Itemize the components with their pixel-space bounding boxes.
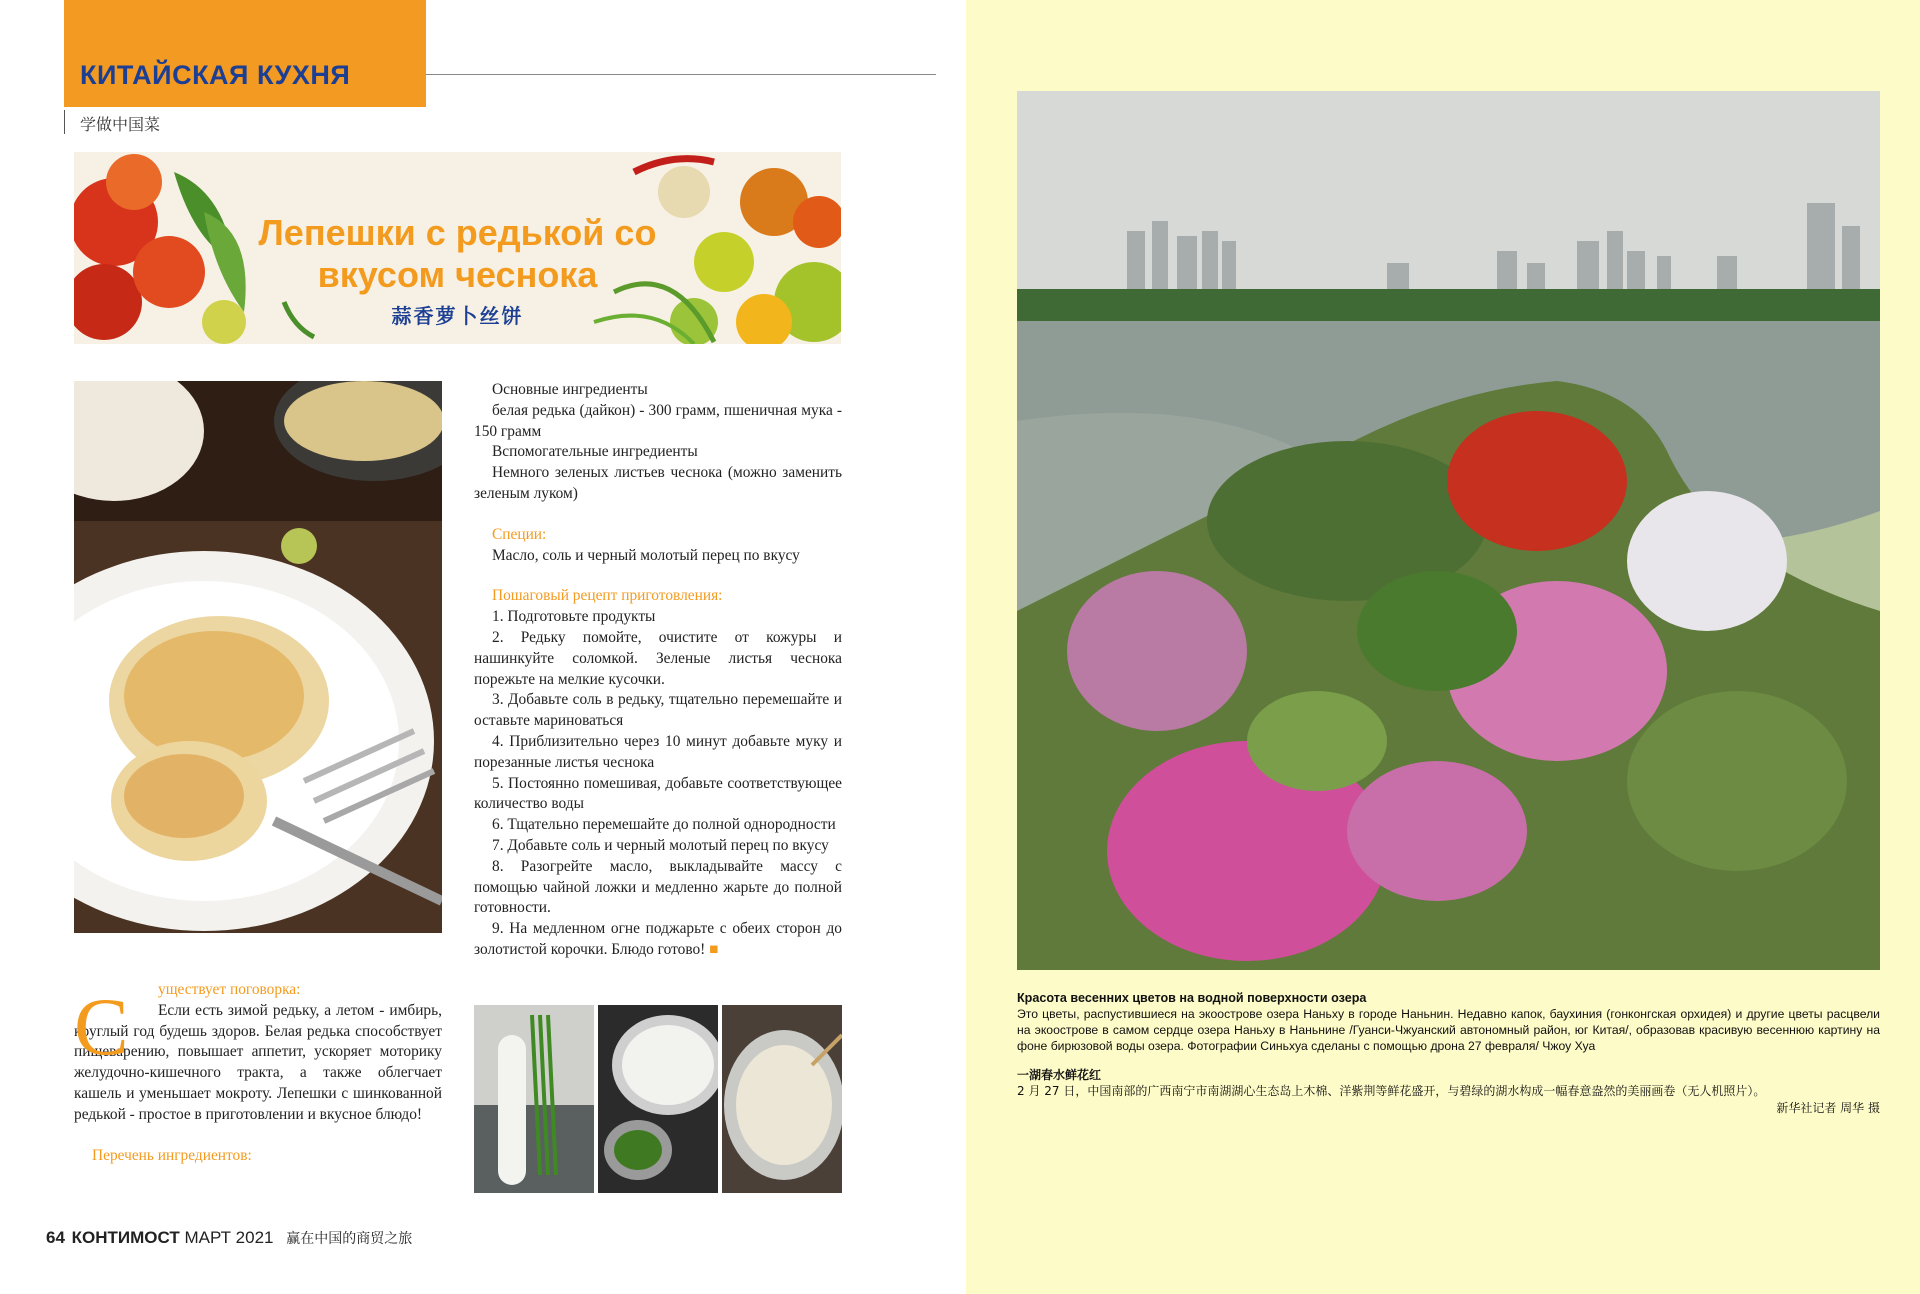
section-title: КИТАЙСКАЯ КУХНЯ bbox=[80, 60, 351, 90]
recipe-step: 7. Добавьте соль и черный молотый перец по вкусу bbox=[492, 836, 829, 854]
recipe-step: 3. Добавьте соль в редьку, тщательно перемешайте и оставьте мариноваться bbox=[474, 691, 842, 730]
dropcap: С bbox=[74, 981, 129, 1072]
caption-text-chinese: 2 月 27 日，中国南部的广西南宁市南湖湖心生态岛上木棉、洋紫荆等鲜花盛开，与碧绿的湖水构成一幅春意盎然的美丽画卷（无人机照片）。 bbox=[1017, 1083, 1766, 1098]
recipe-title-chinese: 蒜香萝卜丝饼 bbox=[391, 304, 524, 328]
caption-text: Это цветы, распустившиеся на экоострове озера Наньху в городе Наньнин. Недавно капок, баухиния (гонконгская орхидея) и другие цветы расцвели на экоострове в самом сердце озера Наньху в Наньнине /Гуанси-Чжуанский автономный район, юг Китая/, образовав красивую весеннюю картину на фоне бирюзовой воды озера. Фотографии Синьхуа сделаны с помощью дрона 27 февраля/ Чжоу Хуа bbox=[1017, 1007, 1880, 1054]
proverb-heading: уществует поговорка: bbox=[158, 981, 301, 998]
step-photo-radish bbox=[474, 1005, 594, 1193]
dish-photo bbox=[74, 381, 442, 933]
recipe-title-line1: Лепешки с редькой со bbox=[258, 212, 657, 253]
proverb-text: Если есть зимой редьку, а летом - имбирь, круглый год будешь здоров. Белая редька способствует пищеварению, повышает аппетит, ускоряет моторику желудочно-кишечного тракта, а также облегчает кашель и уменьшает мокроту. Лепешки с шинкованной редькой - простое в приготовлении и вкусное блюдо! bbox=[74, 1001, 442, 1123]
recipe-step-final bbox=[474, 919, 842, 961]
magazine-name: КОНТИМОСТ bbox=[71, 1228, 180, 1247]
recipe-title bbox=[74, 212, 841, 296]
end-mark: ■ bbox=[709, 940, 719, 958]
lake-flowers-photo bbox=[1017, 91, 1880, 970]
recipe-step-text: 9. На медленном огне поджарьте с обеих сторон до золотистой корочки. Блюдо готово! bbox=[474, 920, 842, 958]
recipe-step: 5. Постоянно помешивая, добавьте соответствующее количество воды bbox=[474, 774, 842, 813]
recipe-step: 8. Разогрейте масло, выкладывайте массу с помощью чайной ложки и медленно жарьте до полной готовности. bbox=[474, 857, 842, 917]
caption-title-chinese: 一湖春水鲜花红 bbox=[1017, 1067, 1102, 1082]
step-photo-shredded-radish bbox=[598, 1005, 718, 1193]
spices-heading: Специи: bbox=[492, 525, 547, 543]
aux-ingredients-heading: Вспомогательные ингредиенты bbox=[492, 443, 698, 461]
ingredients-list-heading: Перечень ингредиентов: bbox=[92, 1146, 252, 1164]
recipe-step: 6. Тщательно перемешайте до полной однородности bbox=[492, 816, 836, 834]
proverb-block bbox=[74, 980, 442, 1166]
recipe-column bbox=[474, 380, 842, 961]
step-photo-batter bbox=[722, 1005, 842, 1193]
main-ingredients-text: белая редька (дайкон) - 300 грамм, пшеничная мука - 150 грамм bbox=[474, 401, 842, 440]
footer bbox=[46, 1228, 412, 1248]
photo-caption bbox=[1017, 990, 1880, 1117]
aux-ingredients-text: Немного зеленых листьев чеснока (можно заменить зеленым луком) bbox=[474, 464, 842, 502]
recipe-step: 2. Редьку помойте, очистите от кожуры и нашинкуйте соломкой. Зеленые листья чеснока порежьте на мелкие кусочки. bbox=[474, 628, 842, 688]
main-ingredients-heading: Основные ингредиенты bbox=[492, 381, 648, 398]
banner bbox=[74, 152, 841, 344]
recipe-step: 1. Подготовьте продукты bbox=[492, 608, 656, 626]
magazine-slogan: 赢在中国的商贸之旅 bbox=[286, 1231, 413, 1247]
photo-credit: 新华社记者 周华 摄 bbox=[1776, 1100, 1880, 1115]
section-subtitle: 学做中国菜 bbox=[80, 115, 161, 134]
recipe-title-line2: вкусом чеснока bbox=[317, 254, 598, 295]
caption-title: Красота весенних цветов на водной поверхности озера bbox=[1017, 991, 1367, 1005]
spices-text: Масло, соль и черный молотый перец по вкусу bbox=[492, 546, 800, 564]
page-number: 64 bbox=[46, 1228, 65, 1247]
step-photos bbox=[474, 1005, 842, 1193]
steps-heading: Пошаговый рецепт приготовления: bbox=[492, 587, 723, 605]
subtitle-rule bbox=[64, 110, 65, 134]
issue-date: МАРТ 2021 bbox=[184, 1228, 274, 1247]
recipe-step: 4. Приблизительно через 10 минут добавьте муку и порезанные листья чеснока bbox=[474, 732, 842, 771]
header-rule bbox=[426, 74, 936, 75]
